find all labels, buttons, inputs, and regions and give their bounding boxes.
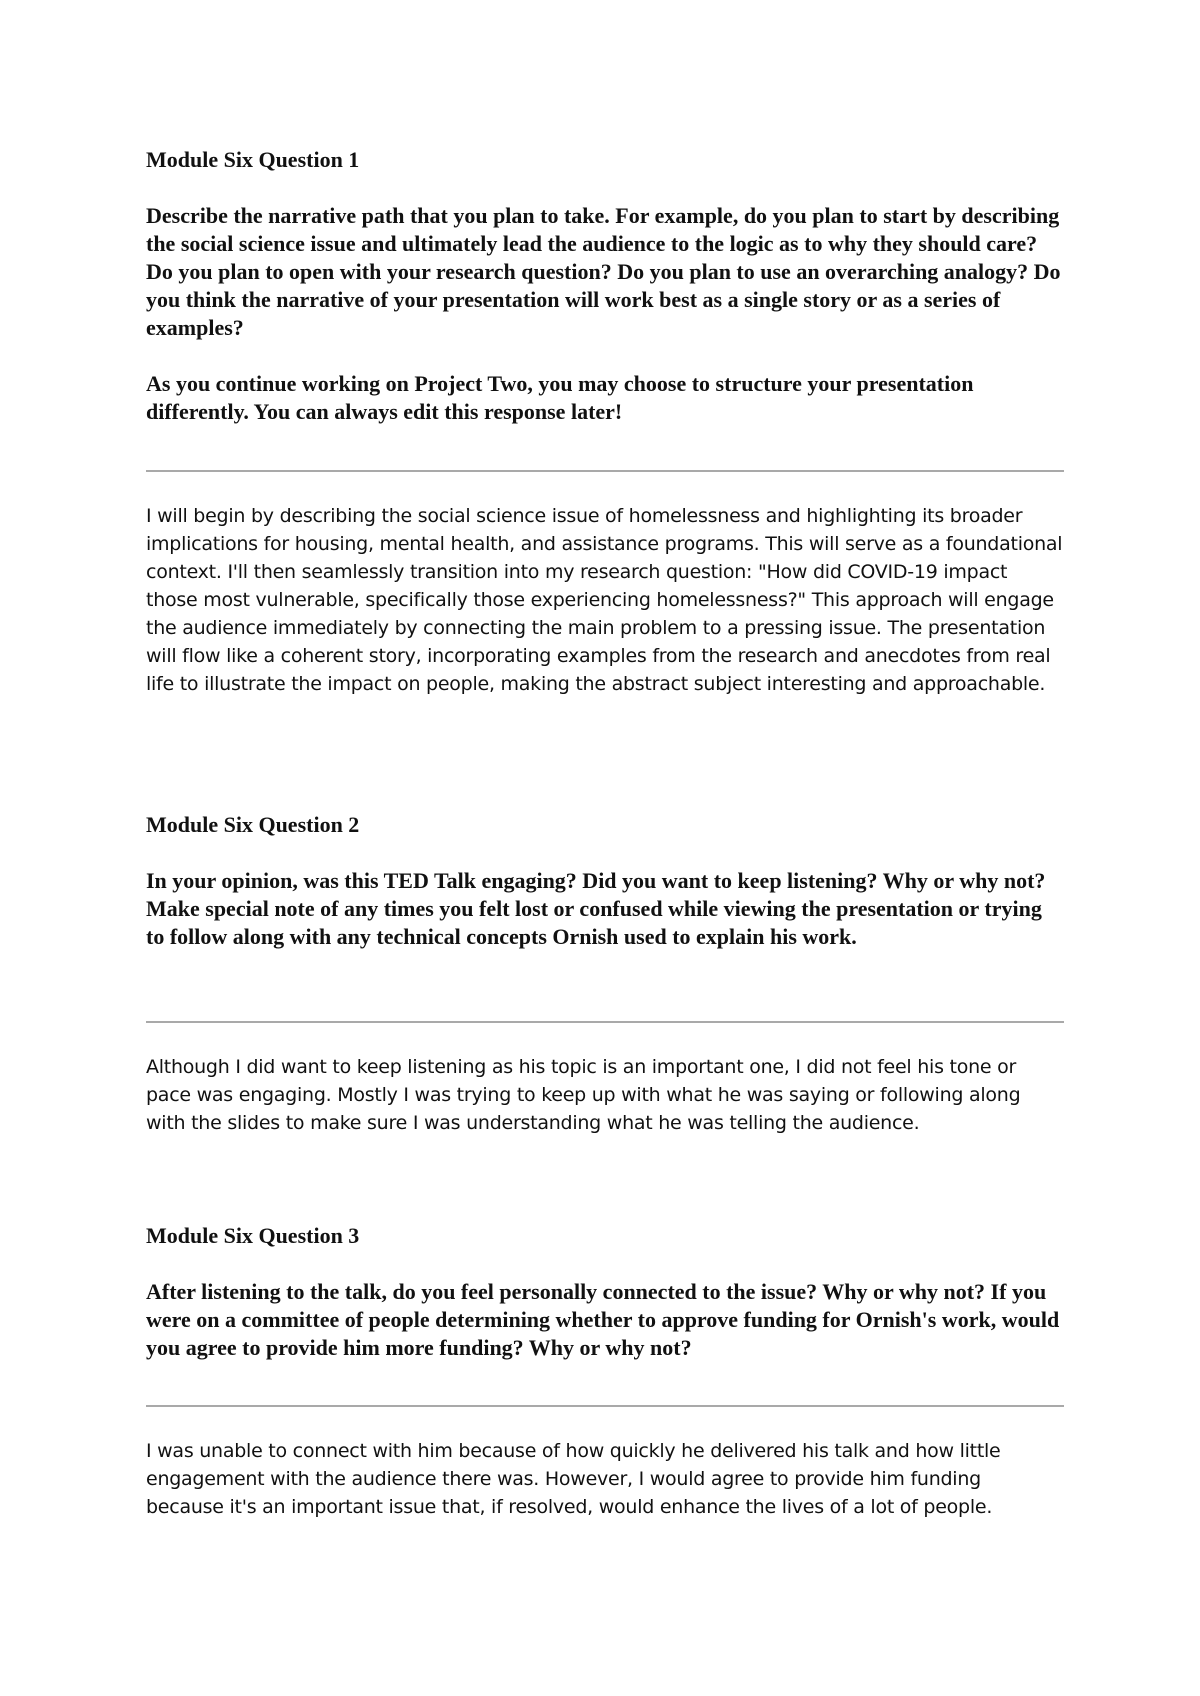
question-1-divider <box>146 470 1064 472</box>
question-2-title: Module Six Question 2 <box>146 812 360 837</box>
question-1-prompt-paragraph-2: As you continue working on Project Two, you may choose to structure your presentation differently. You can always edit this response later! <box>146 371 974 424</box>
question-2-section <box>146 811 1064 951</box>
question-1-title: Module Six Question 1 <box>146 147 360 172</box>
question-3-title: Module Six Question 3 <box>146 1223 360 1248</box>
question-2-divider <box>146 1021 1064 1023</box>
question-1-answer: I will begin by describing the social science issue of homelessness and highlighting its broader implications for housing, mental health, and assistance programs. This will serve as a foundational context. I'll then seamlessly transition into my research question: "How did COVID-19 impact those most vulnerable, specifically those experiencing homelessness?" This approach will engage the audience immediately by connecting the main problem to a pressing issue. The presentation will flow like a coherent story, incorporating examples from the research and anecdotes from real life to illustrate the impact on people, making the abstract subject interesting and approachable. <box>146 505 1063 695</box>
question-3-answer: I was unable to connect with him because of how quickly he delivered his talk and how little engagement with the audience there was. However, I would agree to provide him funding because it's an important issue that, if resolved, would enhance the lives of a lot of people. <box>146 1440 1001 1518</box>
question-2-answer: Although I did want to keep listening as his topic is an important one, I did not feel his tone or pace was engaging. Mostly I was trying to keep up with what he was saying or following along with the slides to make sure I was understanding what he was telling the audience. <box>146 1056 1021 1134</box>
question-3-divider <box>146 1405 1064 1407</box>
question-1-prompt-paragraph-1: Describe the narrative path that you plan to take. For example, do you plan to start by describing the social science issue and ultimately lead the audience to the logic as to why they should care? Do you plan to open with your research question? Do you plan to use an overarching analogy? Do you think the narrative of your presentation will work best as a single story or as a series of examples? <box>146 203 1061 340</box>
question-3-prompt-paragraph-1: After listening to the talk, do you feel personally connected to the issue? Why or why not? If you were on a committee of people determining whether to approve funding for Ornish's work, would you agree to provide him more funding? Why or why not? <box>146 1279 1060 1360</box>
question-1-section <box>146 146 1064 426</box>
question-3-section <box>146 1222 1064 1362</box>
question-2-prompt-paragraph-1: In your opinion, was this TED Talk engaging? Did you want to keep listening? Why or why not? Make special note of any times you felt lost or confused while viewing the presentation or trying to follow along with any technical concepts Ornish used to explain his work. <box>146 868 1046 949</box>
